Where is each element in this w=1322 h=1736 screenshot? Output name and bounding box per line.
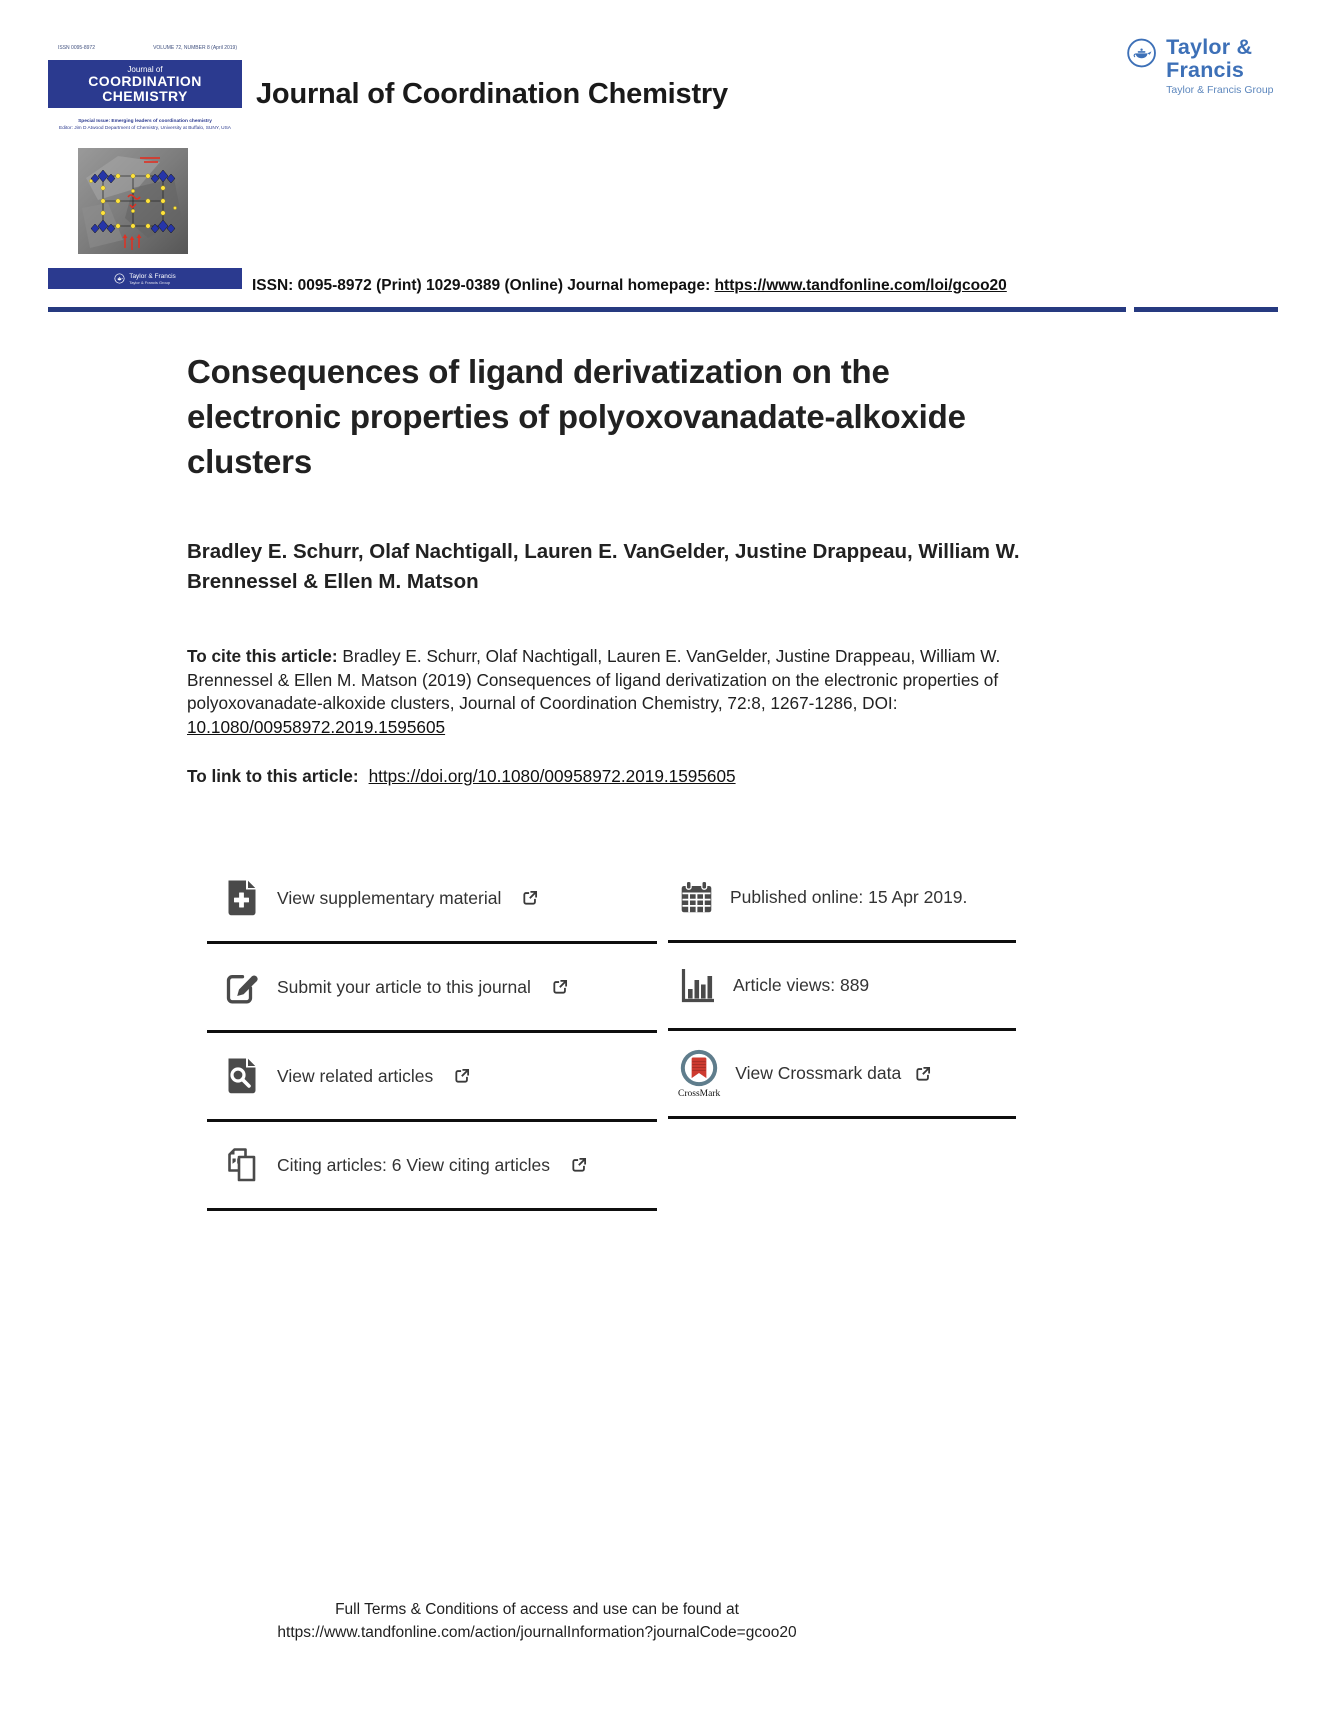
cover-title-line1: COORDINATION — [88, 73, 202, 89]
link-paragraph — [187, 766, 736, 787]
crossmark-label[interactable]: View Crossmark data — [735, 1063, 902, 1083]
publisher-logo — [1126, 36, 1322, 96]
bar-chart-icon — [678, 966, 718, 1006]
cover-lamp-icon — [114, 273, 125, 284]
header-rule-left — [48, 307, 1126, 312]
external-link-icon — [521, 889, 539, 907]
related-articles-icon — [222, 1056, 262, 1096]
issn-text: ISSN: 0095-8972 (Print) 1029-0389 (Online) Journal homepage: — [252, 277, 711, 294]
external-link-icon — [551, 978, 569, 996]
cover-editor-line: Editor: Jim D Atwood Department of Chemistry, University at Buffalo, SUNY, USA — [59, 126, 231, 131]
journal-cover-thumbnail — [48, 40, 242, 289]
cover-journal-of: Journal of — [127, 65, 163, 74]
article-doi-link[interactable]: https://doi.org/10.1080/00958972.2019.1595605 — [368, 766, 736, 786]
footer-url-line: https://www.tandfonline.com/action/journalInformation?journalCode=gcoo20 — [277, 1624, 797, 1641]
submit-article-icon — [222, 967, 262, 1007]
cite-body: Bradley E. Schurr, Olaf Nachtigall, Lauren E. VanGelder, Justine Drappeau, William W. Brennessel & Ellen M. Matson (2019) Consequences of ligand derivatization on the electronic properties of polyoxovanadate-alkoxide clusters, Journal of Coordination Chemistry, 72:8, 1267-1286, DOI: — [187, 646, 1001, 713]
external-link-icon — [914, 1065, 932, 1083]
actions-right-column — [668, 855, 1016, 1119]
cover-art-image — [78, 148, 188, 254]
journal-homepage-link[interactable]: https://www.tandfonline.com/loi/gcoo20 — [714, 277, 1007, 294]
crossmark-logo — [678, 1048, 720, 1099]
cover-issn-label: ISSN 0095-8972 — [58, 45, 95, 51]
header-rule-right — [1134, 307, 1278, 312]
article-views-row — [668, 943, 1016, 1031]
issn-line — [252, 277, 1007, 295]
cover-brand-name: Taylor & Francis — [129, 272, 176, 280]
related-articles-row[interactable] — [207, 1033, 657, 1122]
article-authors: Bradley E. Schurr, Olaf Nachtigall, Lauren E. VanGelder, Justine Drappeau, William W. Brennessel & Ellen M. Matson — [187, 540, 1020, 593]
published-online-label: Published online: 15 Apr 2019. — [730, 887, 968, 907]
link-label: To link to this article: — [187, 766, 359, 786]
cover-special-issue: Special Issue: Emerging leaders of coordination chemistry — [78, 119, 212, 124]
cover-title-line2: CHEMISTRY — [102, 88, 188, 104]
cite-doi-link[interactable]: 10.1080/00958972.2019.1595605 — [187, 716, 446, 737]
article-title: Consequences of ligand derivatization on the electronic properties of polyoxovanadate-alkoxide clusters — [187, 353, 966, 480]
submit-label[interactable]: Submit your article to this journal — [277, 976, 531, 997]
publisher-group: Taylor & Francis Group — [1166, 84, 1274, 96]
cite-label: To cite this article: — [187, 646, 338, 666]
external-link-icon — [453, 1067, 471, 1085]
footer — [87, 1598, 987, 1644]
actions-left-column — [207, 855, 657, 1211]
cover-brand-group: Taylor & Francis Group — [129, 279, 171, 285]
published-online-row — [668, 855, 1016, 943]
crossmark-row[interactable] — [668, 1031, 1016, 1119]
citing-articles-row[interactable] — [207, 1122, 657, 1211]
taylor-francis-lamp-icon — [1126, 36, 1157, 70]
cite-paragraph — [187, 645, 1025, 739]
article-views-label: Article views: 889 — [733, 975, 870, 995]
cover-meta-row — [48, 40, 242, 51]
supplementary-row[interactable] — [207, 855, 657, 944]
submit-row[interactable] — [207, 944, 657, 1033]
supplementary-material-icon — [222, 878, 262, 918]
related-articles-label[interactable]: View related articles — [277, 1065, 434, 1086]
publisher-name: Taylor & Francis — [1166, 35, 1253, 82]
calendar-icon — [678, 879, 715, 916]
cover-brand-bar — [48, 268, 242, 289]
cover-special-issue-block — [52, 118, 238, 132]
cover-volume-label: VOLUME 72, NUMBER 8 (April 2019) — [153, 45, 237, 51]
crossmark-caption: CrossMark — [678, 1089, 721, 1099]
footer-terms-line: Full Terms & Conditions of access and use can be found at — [335, 1601, 739, 1618]
external-link-icon — [570, 1156, 588, 1174]
citing-articles-icon — [222, 1145, 262, 1185]
cover-title-block — [48, 60, 242, 108]
journal-title: Journal of Coordination Chemistry — [256, 78, 728, 110]
supplementary-label[interactable]: View supplementary material — [277, 887, 502, 908]
citing-articles-label[interactable]: Citing articles: 6 View citing articles — [277, 1154, 550, 1175]
